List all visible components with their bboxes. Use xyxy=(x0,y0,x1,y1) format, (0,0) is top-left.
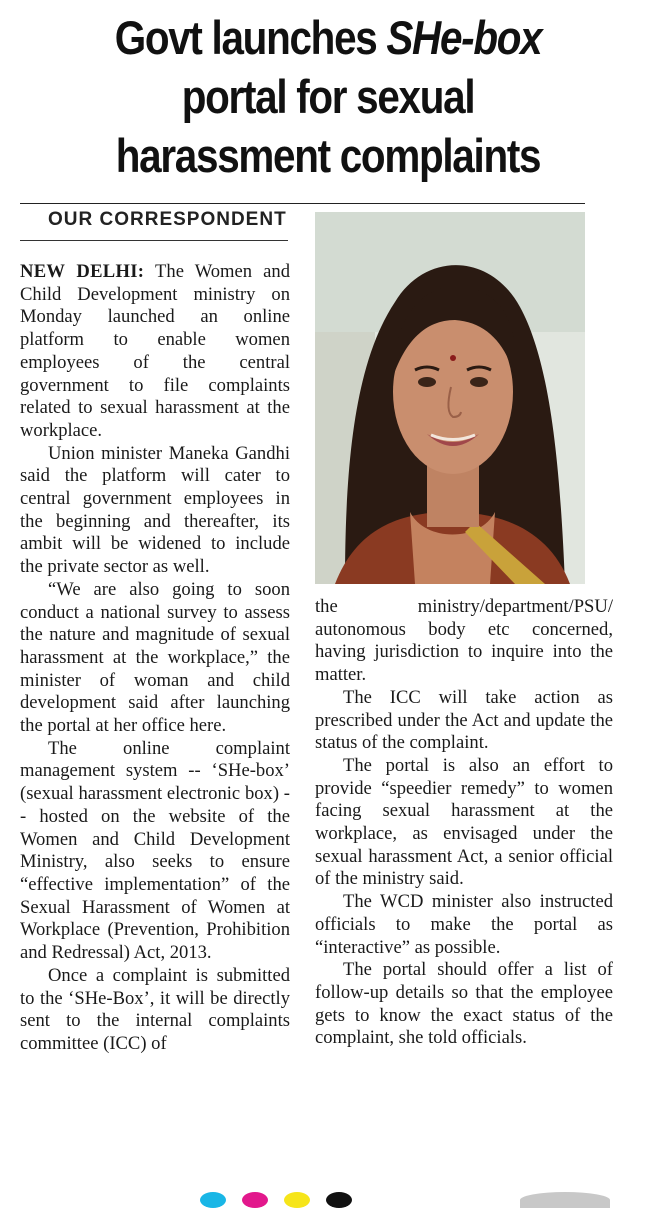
black-registration-mark xyxy=(326,1192,352,1208)
paragraph-9: The WCD minister also instructed officials to make the portal as “interactive” as possible. xyxy=(315,891,613,958)
headline-line-1 xyxy=(46,8,610,67)
headline-line-3: harassment complaints xyxy=(115,129,541,182)
magenta-registration-mark xyxy=(242,1192,268,1208)
yellow-registration-mark xyxy=(284,1192,310,1208)
photo-maneka-gandhi xyxy=(315,212,585,584)
paragraph-8: The portal is also an effort to provide “speedier remedy” to women facing sexual harassment at the workplace, as envisaged under the sexual harassment Act, a senior official of the ministry said. xyxy=(315,754,613,890)
byline: OUR CORRESPONDENT xyxy=(48,209,287,230)
paragraph-6: the ministry/department/PSU/ autonomous body etc concerned, having jurisdiction to inquire into the matter. xyxy=(315,596,613,686)
headline-line-2: portal for sexual xyxy=(181,70,475,123)
paragraph-7: The ICC will take action as prescribed under the Act and update the status of the complaint. xyxy=(315,686,613,754)
article-column-left xyxy=(20,261,290,1056)
byline-rule xyxy=(20,240,288,241)
headline xyxy=(46,8,610,185)
dateline: NEW DELHI: xyxy=(20,261,145,282)
page-edge-smudge xyxy=(520,1192,610,1208)
headline-shebox: SHe-box xyxy=(386,11,542,64)
paragraph-3: “We are also going to soon conduct a national survey to assess the nature and magnitude of sexual harassment at the workplace,” the minister of woman and child development said after launching the portal at her office here. xyxy=(20,578,290,737)
paragraph-4: The online complaint management system -- ‘SHe-box’ (sexual harassment electronic box) -- hosted on the website of the Women and Child Development Ministry, also seeks to ensure “effective implementation” of the Sexual Harassment of Women at Workplace (Prevention, Prohibition and Redressal) Act, 2013. xyxy=(20,737,290,964)
paragraph-2: Union minister Maneka Gandhi said the platform will cater to central government employees in the beginning and thereafter, its ambit will be widened to include the private sector as well. xyxy=(20,442,290,578)
paragraph-1-text: The Women and Child Development ministry on Monday launched an online platform to enable women employees of the central government to file complaints related to sexual harassment at the workplace. xyxy=(20,261,290,441)
paragraph-1 xyxy=(20,261,290,443)
portrait-illustration xyxy=(315,212,585,584)
paragraph-10: The portal should offer a list of follow-up details so that the employee gets to know the exact status of the complaint, she told officials. xyxy=(315,959,613,1049)
print-registration-marks xyxy=(200,1192,500,1200)
article-column-right xyxy=(315,596,613,1050)
paragraph-5: Once a complaint is submitted to the ‘SHe-Box’, it will be directly sent to the internal complaints committee (ICC) of xyxy=(20,964,290,1054)
headline-rule xyxy=(20,203,585,204)
headline-prefix: Govt launches xyxy=(114,11,387,64)
cyan-registration-mark xyxy=(200,1192,226,1208)
